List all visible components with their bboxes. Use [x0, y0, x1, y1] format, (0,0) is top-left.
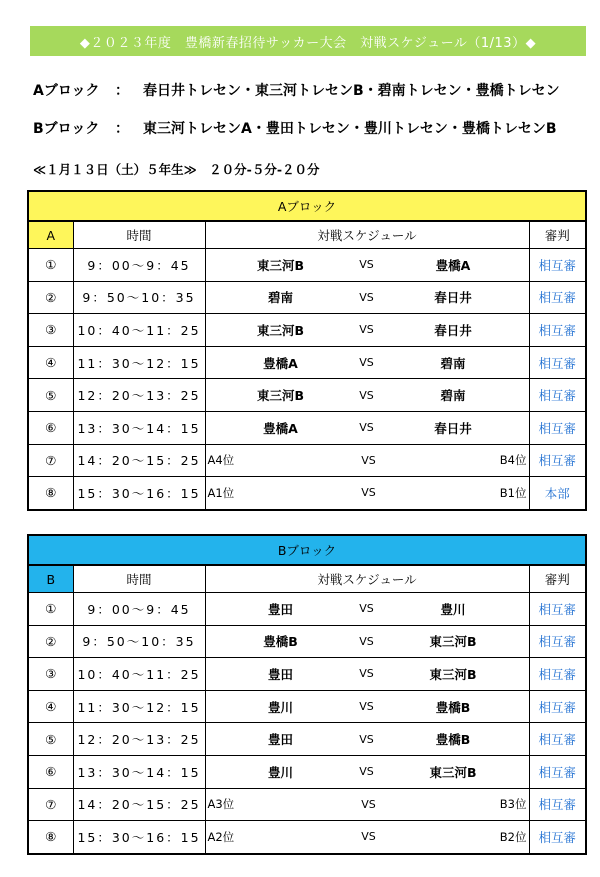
away-team: 豊橋B	[435, 699, 471, 715]
match-cell	[205, 593, 529, 626]
match-time: 9：00～9：45	[73, 249, 205, 282]
matchup	[206, 756, 529, 788]
block-b-name: Bブロック	[33, 121, 100, 137]
vs-label: VS	[361, 830, 376, 844]
match-cell	[205, 379, 529, 412]
vs-label: VS	[361, 486, 376, 500]
header-schedule: 対戦スケジュール	[205, 565, 529, 593]
block-a-teams	[33, 80, 560, 100]
table-row	[28, 477, 586, 510]
match-time: 9：00～9：45	[73, 593, 205, 626]
matchup	[206, 691, 529, 723]
away-team: 春日井	[434, 290, 472, 306]
home-team: 東三河B	[256, 388, 305, 404]
vs-label: VS	[359, 356, 374, 370]
vs-label: VS	[359, 667, 374, 681]
block-b-teams	[33, 118, 557, 138]
referee: 相互審	[529, 444, 586, 477]
match-number: ④	[28, 690, 73, 723]
away-team: 春日井	[434, 420, 472, 436]
match-number: ⑤	[28, 379, 73, 412]
home-team: A1位	[207, 485, 235, 500]
away-team: 碧南	[440, 388, 466, 404]
away-team: 春日井	[434, 322, 472, 338]
match-time: 14：20～15：25	[73, 788, 205, 821]
home-team: 東三河B	[256, 322, 305, 338]
match-number: ⑧	[28, 477, 73, 510]
matchup	[206, 821, 529, 853]
referee: 相互審	[529, 411, 586, 444]
referee: 相互審	[529, 690, 586, 723]
header-schedule: 対戦スケジュール	[205, 221, 529, 249]
match-number: ⑥	[28, 755, 73, 788]
away-team: B1位	[499, 485, 527, 500]
match-time: 11：30～12：15	[73, 690, 205, 723]
home-team: 豊橋A	[263, 420, 298, 436]
match-time: 9：50～10：35	[73, 281, 205, 314]
match-cell	[205, 658, 529, 691]
table-row	[28, 658, 586, 691]
away-team: 東三河B	[429, 634, 477, 650]
match-number: ④	[28, 346, 73, 379]
home-team: A2位	[207, 829, 235, 844]
match-number: ⑦	[28, 444, 73, 477]
referee: 相互審	[529, 593, 586, 626]
home-team: 豊田	[267, 666, 293, 682]
table-row	[28, 788, 586, 821]
referee: 相互審	[529, 346, 586, 379]
matchup	[206, 249, 529, 281]
block-title: Aブロック	[28, 191, 586, 221]
referee: 相互審	[529, 788, 586, 821]
table-row	[28, 281, 586, 314]
schedule-table-b	[27, 534, 587, 855]
header-block: A	[28, 221, 73, 249]
match-cell	[205, 249, 529, 282]
match-number: ③	[28, 314, 73, 347]
home-team: 豊橋B	[263, 634, 298, 650]
referee: 相互審	[529, 723, 586, 756]
vs-label: VS	[359, 258, 374, 272]
matchup	[206, 412, 529, 444]
home-team: A4位	[207, 453, 235, 468]
block-title: Bブロック	[28, 535, 586, 565]
table-row	[28, 755, 586, 788]
block-a-colon: ：	[115, 83, 129, 99]
referee: 相互審	[529, 625, 586, 658]
table-row	[28, 249, 586, 282]
match-number: ③	[28, 658, 73, 691]
matchup	[206, 593, 529, 625]
header-block: B	[28, 565, 73, 593]
referee: 相互審	[529, 658, 586, 691]
table-row	[28, 444, 586, 477]
away-team: 東三河B	[429, 666, 477, 682]
away-team: B2位	[499, 829, 527, 844]
header-referee: 審判	[529, 565, 586, 593]
home-team: 豊川	[267, 699, 293, 715]
away-team: 碧南	[440, 355, 466, 371]
home-team: 豊田	[267, 601, 293, 617]
matchup	[206, 445, 529, 477]
match-time: 13：30～14：15	[73, 411, 205, 444]
match-time: 10：40～11：25	[73, 314, 205, 347]
match-cell	[205, 281, 529, 314]
block-title-row	[28, 191, 586, 221]
match-number: ⑧	[28, 821, 73, 854]
home-team: A3位	[207, 797, 235, 812]
match-number: ⑥	[28, 411, 73, 444]
vs-label: VS	[361, 797, 376, 811]
matchup	[206, 314, 529, 346]
table-row	[28, 314, 586, 347]
match-cell	[205, 755, 529, 788]
away-team: B3位	[499, 797, 527, 812]
home-team: 豊田	[267, 732, 293, 748]
page-title: ◆２０２３年度 豊橋新春招待サッカー大会 対戦スケジュール（1/13）◆	[30, 26, 586, 56]
vs-label: VS	[359, 323, 374, 337]
referee: 相互審	[529, 314, 586, 347]
referee: 相互審	[529, 821, 586, 854]
header-row	[28, 565, 586, 593]
matchup	[206, 379, 529, 411]
match-cell	[205, 625, 529, 658]
referee: 相互審	[529, 755, 586, 788]
away-team: 豊橋B	[435, 732, 471, 748]
matchup	[206, 723, 529, 755]
match-cell	[205, 444, 529, 477]
table-row	[28, 625, 586, 658]
table-row	[28, 346, 586, 379]
day-subtitle: ≪１月１３日（土）５年生≫ ２０分-５分-２０分	[33, 162, 320, 177]
header-referee: 審判	[529, 221, 586, 249]
matchup	[206, 626, 529, 658]
match-time: 14：20～15：25	[73, 444, 205, 477]
match-time: 11：30～12：15	[73, 346, 205, 379]
match-cell	[205, 821, 529, 854]
block-title-row	[28, 535, 586, 565]
table-row	[28, 821, 586, 854]
matchup	[206, 789, 529, 821]
vs-label: VS	[359, 700, 374, 714]
vs-label: VS	[359, 421, 374, 435]
vs-label: VS	[359, 290, 374, 304]
match-number: ⑤	[28, 723, 73, 756]
table-row	[28, 379, 586, 412]
match-time: 10：40～11：25	[73, 658, 205, 691]
match-time: 9：50～10：35	[73, 625, 205, 658]
table-row	[28, 723, 586, 756]
match-time: 12：20～13：25	[73, 723, 205, 756]
match-number: ⑦	[28, 788, 73, 821]
vs-label: VS	[359, 765, 374, 779]
block-b-colon: ：	[115, 121, 129, 137]
away-team: 豊橋A	[435, 257, 471, 273]
match-cell	[205, 411, 529, 444]
match-time: 12：20～13：25	[73, 379, 205, 412]
vs-label: VS	[359, 602, 374, 616]
away-team: 東三河B	[429, 764, 477, 780]
away-team: 豊川	[440, 601, 466, 617]
vs-label: VS	[359, 732, 374, 746]
match-cell	[205, 477, 529, 510]
match-time: 15：30～16：15	[73, 821, 205, 854]
match-cell	[205, 690, 529, 723]
match-time: 15：30～16：15	[73, 477, 205, 510]
match-number: ①	[28, 593, 73, 626]
matchup	[206, 477, 529, 509]
vs-label: VS	[361, 453, 376, 467]
header-row	[28, 221, 586, 249]
referee: 相互審	[529, 379, 586, 412]
match-time: 13：30～14：15	[73, 755, 205, 788]
block-a-team-list: 春日井トレセン・東三河トレセンB・碧南トレセン・豊橋トレセン	[143, 83, 560, 99]
home-team: 豊橋A	[263, 355, 298, 371]
matchup	[206, 347, 529, 379]
block-a-name: Aブロック	[33, 83, 100, 99]
away-team: B4位	[499, 453, 527, 468]
match-cell	[205, 314, 529, 347]
schedule-table-a	[27, 190, 587, 511]
matchup	[206, 282, 529, 314]
block-b-team-list: 東三河トレセンA・豊田トレセン・豊川トレセン・豊橋トレセンB	[143, 121, 557, 137]
vs-label: VS	[359, 388, 374, 402]
table-row	[28, 411, 586, 444]
home-team: 豊川	[267, 764, 293, 780]
matchup	[206, 658, 529, 690]
vs-label: VS	[359, 634, 374, 648]
match-cell	[205, 788, 529, 821]
referee: 相互審	[529, 249, 586, 282]
referee: 本部	[529, 477, 586, 510]
match-cell	[205, 723, 529, 756]
match-number: ②	[28, 625, 73, 658]
table-row	[28, 690, 586, 723]
home-team: 東三河B	[256, 257, 305, 273]
table-row	[28, 593, 586, 626]
home-team: 碧南	[267, 290, 293, 306]
match-number: ②	[28, 281, 73, 314]
match-cell	[205, 346, 529, 379]
referee: 相互審	[529, 281, 586, 314]
header-time: 時間	[73, 221, 205, 249]
header-time: 時間	[73, 565, 205, 593]
match-number: ①	[28, 249, 73, 282]
